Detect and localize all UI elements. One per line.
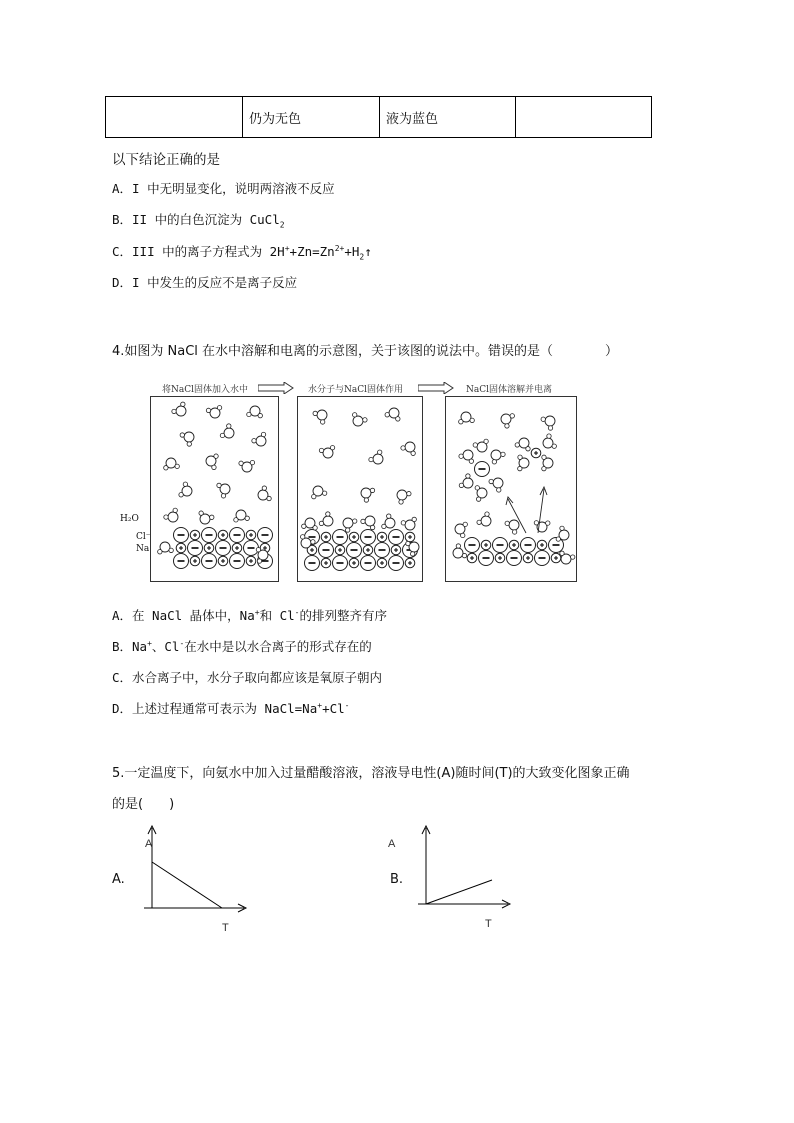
graph-a-y-label: A	[145, 838, 153, 850]
table-cell: 仍为无色	[243, 97, 380, 138]
panel3-molecules	[446, 397, 576, 581]
water-molecule	[365, 516, 375, 526]
water-molecule	[405, 442, 415, 452]
graph-b-x-label: T	[485, 918, 492, 930]
water-molecule	[491, 450, 501, 460]
water-molecule	[317, 410, 327, 420]
water-molecule	[385, 518, 395, 528]
h2o-label: H₂O	[120, 514, 139, 524]
panel1-title: 将NaCl固体加入水中	[162, 385, 249, 395]
panel2-molecules	[298, 397, 422, 581]
graph-b-y-label: A	[388, 838, 396, 850]
q3-option-d: D．I 中发生的反应不是离子反应	[112, 275, 298, 290]
water-molecule	[463, 478, 473, 488]
cl-label: Cl⁻	[136, 532, 151, 542]
graph-a-x-label: T	[222, 922, 229, 934]
water-molecule	[256, 436, 266, 446]
water-molecule	[373, 454, 383, 464]
panel1-molecules	[151, 397, 278, 581]
q4-option-a: A．在 NaCl 晶体中，Na+和 Cl-的排列整齐有序	[112, 607, 387, 623]
q4-option-c: C．水合离子中，水分子取向都应该是氧原子朝内	[112, 670, 383, 685]
table-cell	[516, 97, 652, 138]
water-molecule	[168, 512, 178, 522]
water-molecule	[397, 490, 407, 500]
q5-stem-line2: 的是( )	[112, 797, 175, 812]
water-molecule	[343, 518, 353, 528]
arrow-icon	[258, 382, 294, 394]
table-row	[106, 97, 652, 138]
graph-a-label: A.	[112, 872, 125, 887]
water-molecule	[493, 478, 503, 488]
q4-stem: 4.如图为 NaCl 在水中溶解和电离的示意图，关于该图的说法中。错误的是（ ）	[112, 344, 619, 359]
water-molecule	[361, 488, 371, 498]
water-molecule	[501, 414, 511, 424]
water-molecule	[224, 428, 234, 438]
table-cell	[106, 97, 243, 138]
arrow-icon	[418, 382, 454, 394]
q5-stem-line1: 5.一定温度下，向氨水中加入过量醋酸溶液，溶液导电性(A)随时间(T)的大致变化图象正确	[112, 766, 630, 781]
water-molecule	[545, 416, 555, 426]
panel-2	[297, 396, 423, 582]
q4-option-d: D．上述过程通常可表示为 NaCl=Na++Cl-	[112, 700, 350, 716]
panel-1	[150, 396, 279, 582]
water-molecule	[323, 516, 333, 526]
panel-3	[445, 396, 577, 582]
panel2-title: 水分子与NaCl固体作用	[308, 385, 404, 395]
panel3-title: NaCl固体溶解并电离	[466, 385, 553, 395]
q3-prompt: 以下结论正确的是	[112, 152, 220, 168]
graph-b	[414, 822, 514, 912]
result-table	[105, 96, 652, 138]
water-molecule	[543, 438, 553, 448]
graph-b-label: B.	[390, 872, 404, 887]
water-molecule	[184, 432, 194, 442]
q4-option-b: B．Na+、Cl-在水中是以水合离子的形式存在的	[112, 638, 372, 654]
water-molecule	[301, 538, 311, 548]
na-label: Na	[136, 544, 150, 554]
water-molecule	[176, 406, 186, 416]
q3-option-a: A．I 中无明显变化，说明两溶液不反应	[112, 181, 335, 196]
water-molecule	[463, 450, 473, 460]
water-molecule	[509, 520, 519, 530]
water-molecule	[353, 416, 363, 426]
graph-a	[140, 822, 250, 917]
water-molecule	[481, 516, 491, 526]
water-molecule	[453, 548, 463, 558]
table-cell: 液为蓝色	[380, 97, 516, 138]
q3-option-c: C．III 中的离子方程式为 $2H^++Zn=Zn^{2+}+H_2↑$	[112, 243, 372, 262]
q3-option-b: B．II 中的白色沉淀为 CuCl$_2$	[112, 212, 285, 230]
